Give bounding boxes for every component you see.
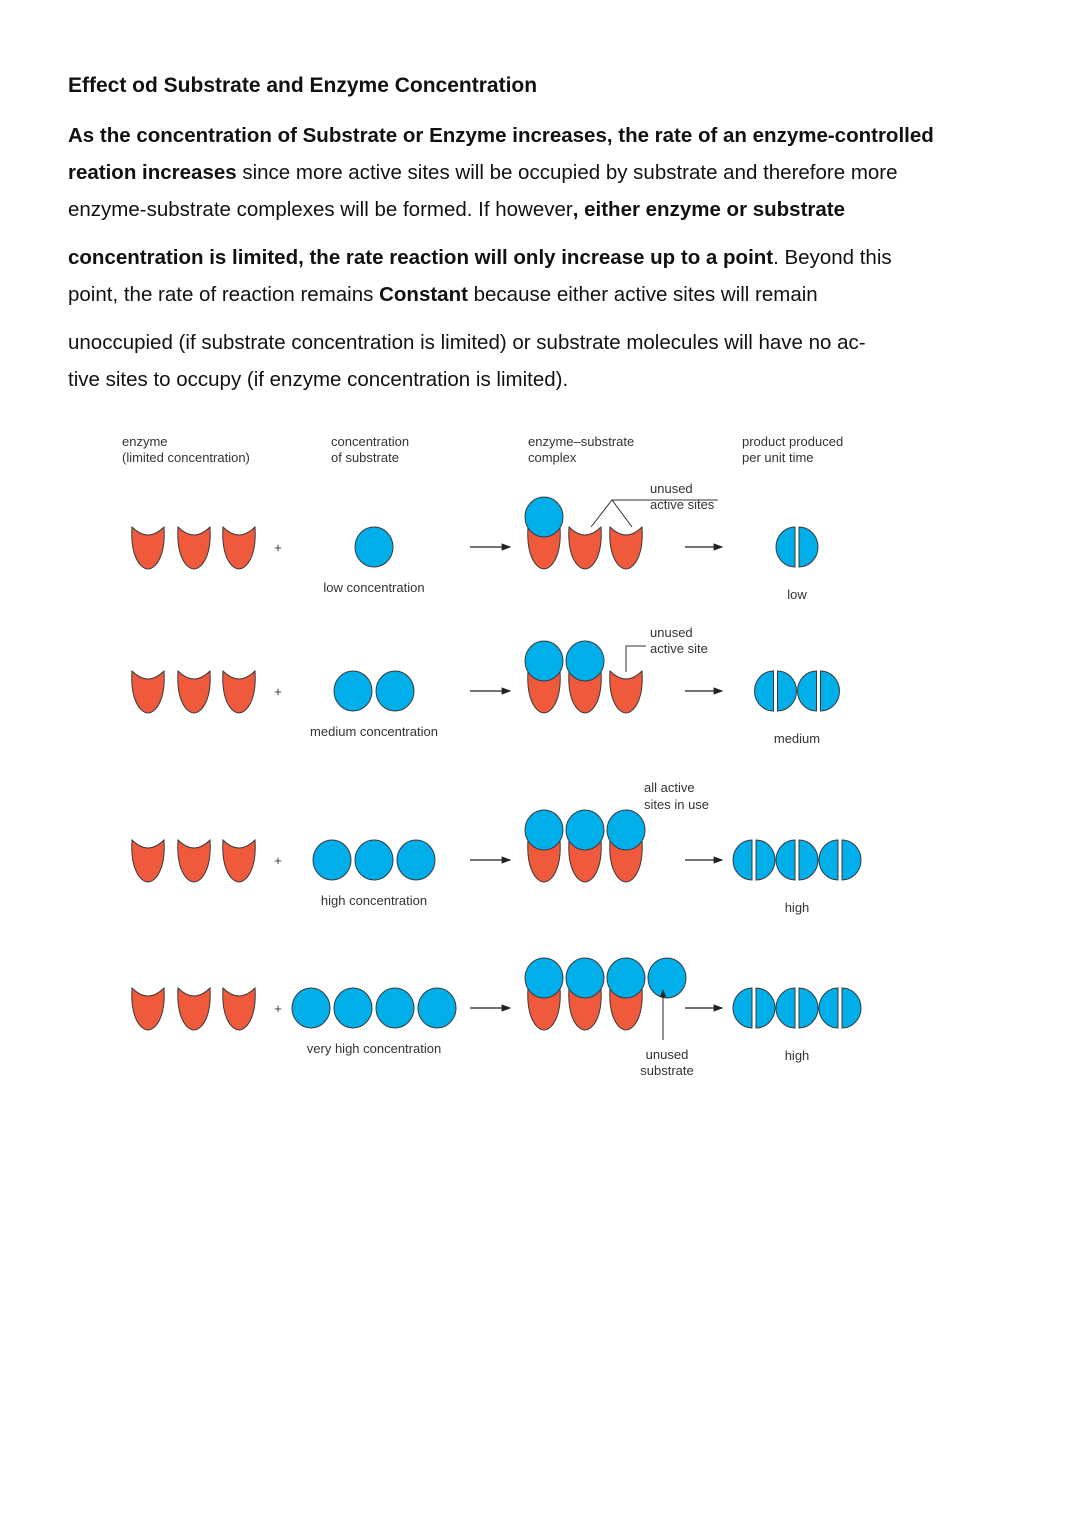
product-half (776, 527, 795, 567)
substrate-molecule (292, 988, 330, 1028)
enzyme-shape (132, 671, 164, 713)
product-half (776, 840, 795, 880)
substrate-molecule (355, 527, 393, 567)
product-half (756, 840, 775, 880)
substrate-molecule (418, 988, 456, 1028)
concentration-label: high concentration (320, 893, 428, 908)
substrate-molecule (525, 958, 563, 998)
annotation-text: active sites (650, 497, 715, 512)
product-half (799, 527, 818, 567)
text: unoccupied (if substrate concentration is limited) or substrate molecules will have no ac- (68, 331, 866, 354)
bold-text: , either enzyme or substrate (572, 198, 846, 221)
product-half (733, 988, 752, 1028)
text: point, the rate of reaction remains (68, 283, 380, 306)
substrate-molecule (525, 641, 563, 681)
product-molecule (776, 988, 818, 1028)
rate-label: low (787, 587, 807, 602)
text: enzyme-substrate complexes will be formed. If however (68, 198, 573, 221)
substrate-molecule (607, 810, 645, 850)
product-half (799, 840, 818, 880)
substrate-molecule (334, 671, 372, 711)
annotation-unused-substrate (640, 990, 693, 1078)
product-half (778, 671, 797, 711)
product-molecule (776, 527, 818, 567)
header-enzyme: enzyme (122, 434, 168, 449)
substrate-molecule (376, 671, 414, 711)
concentration-label: low concentration (323, 580, 425, 595)
product-half (819, 840, 838, 880)
enzyme-shape (178, 988, 210, 1030)
annotation-unused-active-sites (591, 481, 718, 527)
product-half (821, 671, 840, 711)
header-enzyme-sub: (limited concentration) (122, 450, 250, 465)
product-half (842, 988, 861, 1028)
header-product-sub: per unit time (742, 450, 814, 465)
concentration-label: medium concentration (310, 724, 438, 739)
plus-sign: + (274, 684, 282, 699)
product-molecule (819, 988, 861, 1028)
annotation-text: all active (644, 780, 695, 795)
section-heading: Effect od Substrate and Enzyme Concentration (68, 74, 538, 97)
substrate-molecule (397, 840, 435, 880)
substrate-molecule (376, 988, 414, 1028)
product-half (842, 840, 861, 880)
product-molecule (733, 988, 775, 1028)
product-half (756, 988, 775, 1028)
plus-sign: + (274, 1001, 282, 1016)
product-half (819, 988, 838, 1028)
annotation-text: unused (650, 625, 693, 640)
enzyme-shape (569, 527, 601, 569)
enzyme-shape (610, 527, 642, 569)
text: because either active sites will remain (467, 283, 818, 306)
enzyme-shape (178, 840, 210, 882)
text: tive sites to occupy (if enzyme concentration is limited). (68, 368, 569, 391)
enzyme-shape (223, 840, 255, 882)
product-half (799, 988, 818, 1028)
enzyme-shape (132, 840, 164, 882)
substrate-molecule (313, 840, 351, 880)
enzyme-shape (223, 988, 255, 1030)
product-molecule (776, 840, 818, 880)
substrate-molecule (607, 958, 645, 998)
substrate-molecule (355, 840, 393, 880)
substrate-molecule (334, 988, 372, 1028)
bold-text: concentration is limited, the rate reaction will only increase up to a point (68, 246, 774, 269)
substrate-molecule (566, 810, 604, 850)
product-molecule (798, 671, 840, 711)
plus-sign: + (274, 853, 282, 868)
product-half (733, 840, 752, 880)
product-half (755, 671, 774, 711)
annotation-text: active site (650, 641, 708, 656)
substrate-molecule (525, 497, 563, 537)
product-molecule (733, 840, 775, 880)
rate-label: medium (773, 731, 821, 746)
substrate-molecule (525, 810, 563, 850)
bold-text: reation increases (68, 161, 237, 184)
bold-text: As the concentration of Substrate or Enzyme increases, the rate of an enzyme-controlled (68, 124, 934, 147)
concentration-label: very high concentration (306, 1041, 442, 1056)
product-molecule (755, 671, 797, 711)
text: . Beyond this (773, 246, 892, 269)
annotation-text: substrate (640, 1063, 694, 1078)
product-half (776, 988, 795, 1028)
plus-sign: + (274, 540, 282, 555)
enzyme-shape (610, 671, 642, 713)
annotation-text: sites in use (644, 797, 710, 812)
header-concentration: concentration (331, 434, 410, 449)
header-complex-sub: complex (528, 450, 577, 465)
annotation-unused-active-site (626, 625, 708, 672)
product-half (798, 671, 817, 711)
enzyme-shape (132, 527, 164, 569)
header-complex: enzyme–substrate (528, 434, 635, 449)
annotation-text: unused (645, 1047, 689, 1062)
rate-label: high (784, 900, 810, 915)
enzyme-shape (223, 671, 255, 713)
annotation-all-active-sites (644, 780, 709, 812)
enzyme-shape (178, 527, 210, 569)
enzyme-shape (178, 671, 210, 713)
annotation-text: unused (650, 481, 693, 496)
enzyme-shape (223, 527, 255, 569)
bold-text: Constant (379, 283, 468, 306)
header-concentration-sub: of substrate (331, 450, 399, 465)
substrate-molecule (566, 958, 604, 998)
text: since more active sites will be occupied by substrate and therefore more (236, 161, 898, 184)
header-product: product produced (742, 434, 844, 449)
substrate-molecule (566, 641, 604, 681)
product-molecule (819, 840, 861, 880)
rate-label: high (784, 1048, 810, 1063)
substrate-molecule (648, 958, 686, 998)
enzyme-shape (132, 988, 164, 1030)
